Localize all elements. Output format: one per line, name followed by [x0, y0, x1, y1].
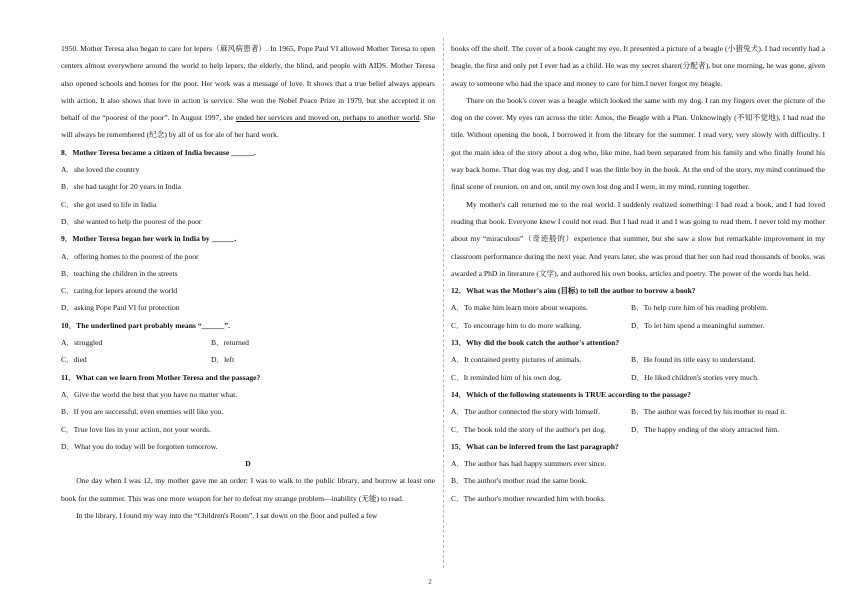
passage-d-paragraph: There on the book's cover was a beagle which looked the same with my dog. I ran my fingers over the picture of the dog on the cover. My eyes ran across the title: Amos, the Beagle with a Plan. Unknowingly (不知不觉地), I had read the title. Without opening the book, I borrowed it from the library for the summer. I read very, very slowly with difficulty. I got the main idea of the story about a dog who, like mine, had been separated from his family and who finally found his way back home. That dog was my dog, and I was the little boy in the book. At the end of the story, my mind continued the final scene of reunion, on and on, until my own lost dog and I were, in my mind, running together.	[451, 95, 825, 192]
option: D．To let him spend a meaningful summer.	[631, 320, 765, 330]
passage-text: 1950. Mother Teresa also began to care for lepers（麻风病患者）. In 1965, Pope Paul VI allowed Mother Teresa to open centers almost everywhere around the world to help lepers, the elderly, the blind, and people with AIDS. Mother Teresa also opened schools and homes for the poor. Her work was a message of love. It shows that a true belief always appears with action. It also shows that love in action is service. She won the Nobel Peace Prize in 1979, but she accepted it on behalf of the “poorest of the poor”. In August 1997, she	[61, 44, 435, 123]
passage-d-paragraph: books off the shelf. The cover of a book caught my eye. It presented a picture of a beagle (小猎兔犬). I had recently had a beagle, the first and only pet I ever had as a child. He was my secret sharer(分配者), but one morning, he was gone, given away to someone who had the space and money to care for him.I never forgot my beagle.	[451, 44, 825, 88]
option: A．offering homes to the poorest of the poor	[61, 251, 199, 261]
option: A．The author has had happy summers ever since.	[451, 459, 607, 469]
option: D．asking Pope Paul VI for protection	[61, 303, 180, 313]
option: B．To help cure him of his reading problem.	[631, 303, 768, 313]
question-9: 9．Mother Teresa began her work in India by ______.	[61, 234, 237, 244]
passage-d-paragraph: In the library, I found my way into the “Children's Room”. I sat down on the floor and pulled a few	[76, 511, 378, 521]
option: B．The author was forced by his mother to read it.	[631, 407, 787, 417]
option: C．True love lies in your action, not your words.	[61, 424, 211, 434]
option: B．He found its title easy to understand.	[631, 355, 756, 365]
options-row	[61, 334, 435, 351]
option: B．teaching the children in the streets	[61, 268, 178, 278]
passage-d-paragraph: My mother's call returned me to the real world. I suddenly realized something: I had read a book, and I had loved reading that book. Everyone knew I could not read. But I had read it and I was going to read them. I never told my mother about my “miraculous”（奇迹般的）experience that summer, but she saw a slow but remarkable improvement in my classroom performance during the next year. And years later, she was proud that her son had read thousands of books, was awarded a PhD in literature (文学), and authored his own books, articles and poetry. The power of the words has held.	[451, 199, 825, 278]
question-11: 11．What can we learn from Mother Teresa and the passage?	[61, 372, 261, 382]
option: A．The author connected the story with himself.	[451, 407, 601, 417]
option: C．To encourage him to do more walking.	[451, 320, 582, 330]
option: B．she had taught for 20 years in India	[61, 182, 181, 192]
page-number: 2	[428, 578, 432, 586]
option: B．returned	[211, 338, 249, 348]
question-10: 10．The underlined part probably means “______”.	[61, 320, 231, 330]
option: A．To make him learn more about weapons.	[451, 303, 588, 313]
question-14: 14．Which of the following statements is TRUE according to the passage?	[451, 389, 691, 399]
left-column	[61, 40, 435, 524]
question-13: 13．Why did the book catch the author's attention?	[451, 338, 620, 348]
option: C．The book told the story of the author's pet dog.	[451, 424, 606, 434]
passage-c-paragraph	[61, 40, 435, 144]
option: C．died	[61, 355, 87, 365]
option: B．If you are successful, even enemies will like you.	[61, 407, 224, 417]
option: C．The author's mother rewarded him with books.	[451, 493, 606, 503]
option: D．What you do today will be forgotten tomorrow.	[61, 441, 218, 451]
options-row	[451, 421, 825, 438]
option: A．Give the world the best that you have no matter what.	[61, 389, 238, 399]
passage-d-paragraph: One day when I was 12, my mother gave me an order: I was to walk to the public library, and borrow at least one book for the summer. This was one more weapon for her to defeat my strange problem—inability (无能) to read.	[61, 476, 435, 503]
options-row	[451, 317, 825, 334]
options-row	[451, 299, 825, 316]
options-row	[451, 369, 825, 386]
option: D．left	[211, 355, 235, 365]
option: C．It reminded him of his own dog.	[451, 372, 562, 382]
right-column	[451, 40, 825, 507]
options-row	[61, 351, 435, 368]
section-heading: D	[245, 459, 251, 469]
option: A．It contained pretty pictures of animals.	[451, 355, 582, 365]
options-row	[451, 403, 825, 420]
passage-text: . She will always be remembered (纪念) by all of us for ale of her hard work.	[61, 113, 436, 140]
option: C．she got used to life in India	[61, 199, 157, 209]
question-12: 12．What was the Mother's aim (目标) to tell the author to borrow a book?	[451, 286, 696, 296]
option: C．caring for lepers around the world	[61, 286, 178, 296]
option: A．struggled	[61, 338, 103, 348]
question-15: 15．What can be inferred from the last paragraph?	[451, 441, 619, 451]
options-row	[451, 351, 825, 368]
option: A．she loved the country	[61, 165, 140, 175]
column-divider	[443, 38, 444, 568]
option: D．she wanted to help the poorest of the poor	[61, 216, 202, 226]
option: D．He liked children's stories very much.	[631, 372, 759, 382]
option: B．The author's mother read the same book.	[451, 476, 588, 486]
option: D．The happy ending of the story attracted him.	[631, 424, 780, 434]
underlined-phrase: ended her services and moved on, perhaps to another world	[235, 113, 420, 123]
question-8: 8．Mother Teresa became a citizen of India because ______.	[61, 147, 256, 157]
